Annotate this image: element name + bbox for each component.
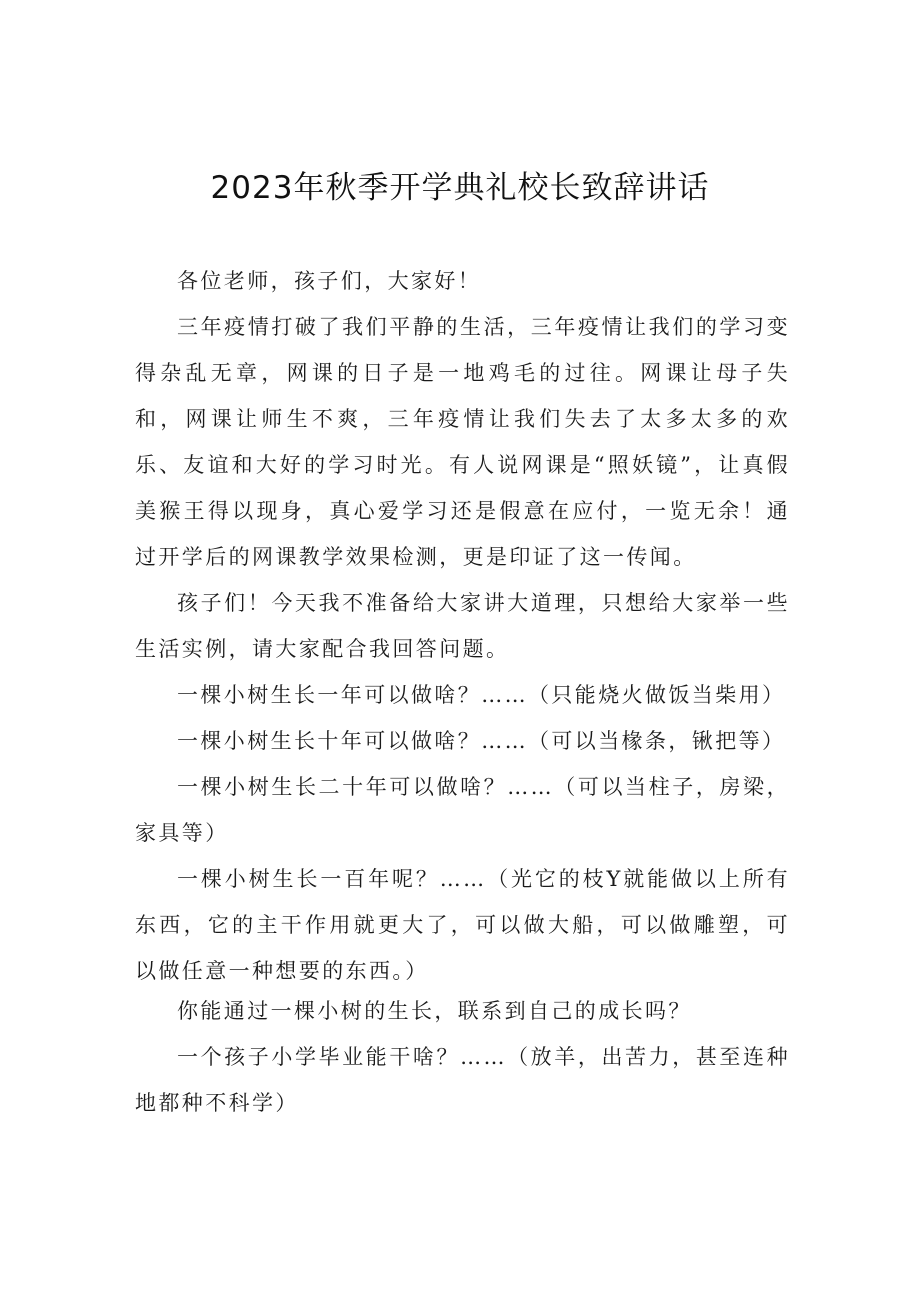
paragraph-tree-twenty-years: 一棵小树生长二十年可以做啥？……（可以当柱子，房梁，家具等） [135, 775, 790, 845]
paragraph-pandemic: 三年疫情打破了我们平静的生活，三年疫情让我们的学习变得杂乱无章，网课的日子是一地鸡毛的过往。网课让母子失和，网课让师生不爽，三年疫情让我们失去了太多太多的欢乐、友谊和大好的学习时光。有人说网课是“照妖镜”，让真假美猴王得以现身，真心爱学习还是假意在应付，一览无余！通过开学后的网课教学效果检测，更是印证了这一传闻。 [135, 315, 790, 569]
paragraph-tree-hundred-years: 一棵小树生长一百年呢？……（光它的枝Y就能做以上所有东西，它的主干作用就更大了，可以做大船，可以做雕塑，可以做任意一种想要的东西。） [135, 867, 790, 983]
paragraph-primary-graduate: 一个孩子小学毕业能干啥？……（放羊，出苦力，甚至连种地都种不科学） [135, 1045, 790, 1115]
paragraph-tree-ten-years: 一棵小树生长十年可以做啥？……（可以当椽条，锹把等） [177, 729, 786, 753]
document-body [135, 258, 790, 1126]
paragraph-intro-questions: 孩子们！今天我不准备给大家讲大道理，只想给大家举一些生活实例，请大家配合我回答问题。 [135, 591, 790, 661]
paragraph-growth-question: 你能通过一棵小树的生长，联系到自己的成长吗？ [177, 999, 692, 1023]
paragraph-greeting: 各位老师，孩子们，大家好！ [177, 269, 482, 293]
paragraph-tree-one-year: 一棵小树生长一年可以做啥？……（只能烧火做饭当柴用） [177, 683, 786, 707]
document-title: 2023年秋季开学典礼校长致辞讲话 [210, 170, 710, 206]
